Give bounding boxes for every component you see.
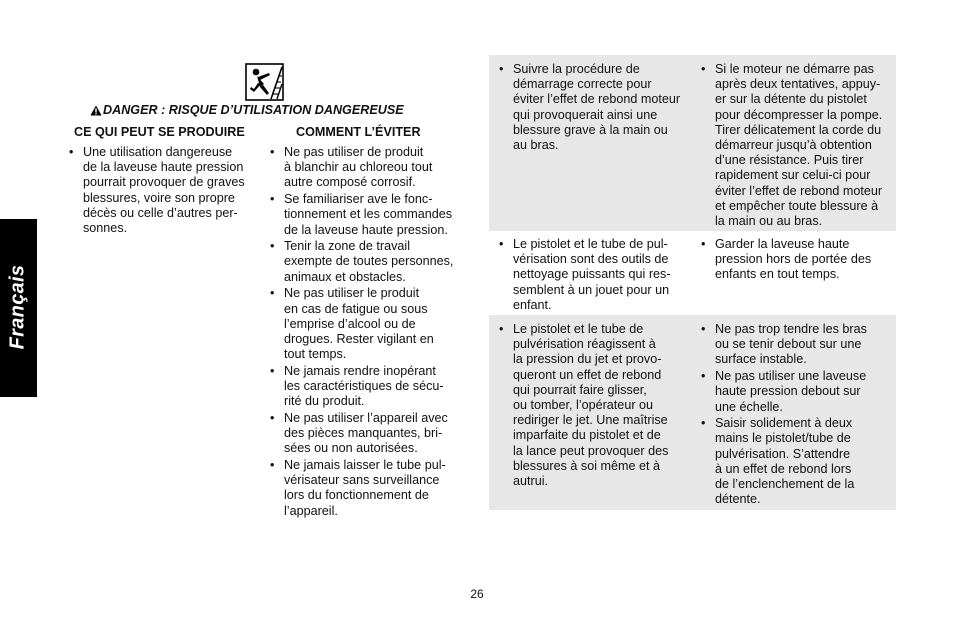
bullet-line: drogues. Rester vigilant en xyxy=(284,331,434,346)
bullet-line: • Ne pas utiliser une laveuse xyxy=(715,369,867,384)
bullet-line: pourrait provoquer de graves xyxy=(83,175,245,190)
bullet-line: pulvérisation réagissent à xyxy=(513,337,656,352)
bullet-line: • Se familiariser ave le fonc- xyxy=(284,192,433,207)
hazard-consequences-column xyxy=(69,145,259,238)
bullet-line: en cas de fatigue ou sous xyxy=(284,301,428,316)
bullet-item xyxy=(701,62,893,229)
table-row xyxy=(489,230,896,316)
table-row xyxy=(489,315,896,510)
column-header-what-can-happen: CE QUI PEUT SE PRODUIRE xyxy=(74,125,245,139)
bullet-item xyxy=(701,416,893,507)
bullet-line: de la laveuse haute pression. xyxy=(284,222,448,237)
page-number: 26 xyxy=(470,587,484,601)
bullet-line: surface instable. xyxy=(715,352,807,367)
bullet-line: autre composé corrosif. xyxy=(284,175,416,190)
bullet-line: à blanchir au chloreou tout xyxy=(284,160,433,175)
hazard-cell xyxy=(499,322,694,491)
bullet-line: au bras. xyxy=(513,138,559,153)
bullet-line: blessures, voire son propre xyxy=(83,190,235,205)
bullet-line: tout temps. xyxy=(284,347,347,362)
bullet-line: détente. xyxy=(715,492,761,507)
bullet-item xyxy=(499,322,694,489)
bullet-line: de la laveuse haute pression xyxy=(83,160,244,175)
bullet-line: pression hors de portée des xyxy=(715,252,872,267)
bullet-line: rapidement sur celui-ci pour xyxy=(715,168,871,183)
bullet-line: exempte de toutes personnes, xyxy=(284,254,454,269)
warning-triangle-icon xyxy=(90,105,102,119)
bullet-line: l’appareil. xyxy=(284,503,338,518)
bullet-line: • Ne pas trop tendre les bras xyxy=(715,322,867,336)
bullet-item xyxy=(270,411,475,457)
bullet-line: pour décompresser la pompe. xyxy=(715,107,883,122)
bullet-item xyxy=(701,369,893,415)
hazard-cell xyxy=(499,62,694,155)
bullet-line: des pièces manquantes, bri- xyxy=(284,426,443,441)
bullet-line: • Ne jamais rendre inopérant xyxy=(284,363,436,378)
bullet-line: blessure grave à la main ou xyxy=(513,122,668,137)
bullet-item xyxy=(499,237,694,313)
bullet-item xyxy=(270,145,475,191)
bullet-line: queront un effet de rebond xyxy=(513,367,662,382)
bullet-line: et empêcher toute blessure à xyxy=(715,198,879,213)
prevention-cell xyxy=(701,62,893,231)
bullet-line: • Ne pas utiliser de produit xyxy=(284,145,424,159)
bullet-line: l’emprise d’alcool ou de xyxy=(284,316,416,331)
bullet-line: la lance peut provoquer des xyxy=(513,443,669,458)
bullet-line: • Ne jamais laisser le tube pul- xyxy=(284,458,446,473)
bullet-line: vérisateur sans surveillance xyxy=(284,473,440,488)
bullet-line: • Le pistolet et le tube de xyxy=(513,322,644,336)
bullet-line: blessures à soi même et à xyxy=(513,458,660,473)
bullet-line: haute pression debout sur xyxy=(715,384,861,399)
danger-heading xyxy=(90,103,404,119)
bullet-line: semblent à un jouet pour un xyxy=(513,282,670,297)
language-tab xyxy=(0,219,37,397)
bullet-item xyxy=(270,192,475,238)
bullet-line: qui pourrait faire glisser, xyxy=(513,382,647,397)
bullet-line: • Le pistolet et le tube de pul- xyxy=(513,237,668,251)
bullet-line: la main ou au bras. xyxy=(715,214,823,229)
bullet-line: imparfaite du pistolet et de xyxy=(513,428,661,443)
bullet-line: démarrage correcte pour xyxy=(513,77,652,92)
bullet-line: éviter l’effet de rebond moteur xyxy=(513,92,681,107)
bullet-line: rediriger le jet. Une maîtrise xyxy=(513,413,668,428)
bullet-item xyxy=(270,458,475,519)
bullet-line: vérisation sont des outils de xyxy=(513,252,669,267)
bullet-line: qui provoquerait ainsi une xyxy=(513,107,658,122)
bullet-line: • Suivre la procédure de xyxy=(513,62,640,76)
bullet-line: tionnement et les commandes xyxy=(284,207,453,222)
prevention-cell xyxy=(701,322,893,509)
bullet-line: • Saisir solidement à deux xyxy=(715,416,853,431)
bullet-item xyxy=(270,364,475,410)
bullet-item xyxy=(701,322,893,368)
bullet-line: d’une résistance. Puis tirer xyxy=(715,153,864,168)
bullet-item xyxy=(69,145,259,236)
bullet-item xyxy=(270,286,475,362)
bullet-line: lors du fonctionnement de xyxy=(284,488,429,503)
language-tab-label: Français xyxy=(6,264,29,350)
bullet-line: Tirer délicatement la corde du xyxy=(715,122,882,137)
bullet-line: une échelle. xyxy=(715,399,783,414)
hazard-cell xyxy=(499,237,694,315)
bullet-line: éviter l’effet de rebond moteur xyxy=(715,183,883,198)
bullet-line: la pression du jet et provo- xyxy=(513,352,662,367)
bullet-line: à un effet de rebond lors xyxy=(715,461,852,476)
bullet-line: après deux tentatives, appuy- xyxy=(715,77,881,92)
bullet-line: ou se tenir debout sur une xyxy=(715,337,862,352)
bullet-item xyxy=(270,239,475,285)
bullet-line: • Une utilisation dangereuse xyxy=(83,145,233,159)
bullet-line: décès ou celle d’autres per- xyxy=(83,205,238,220)
slip-hazard-icon xyxy=(245,63,284,101)
bullet-line: mains le pistolet/tube de xyxy=(715,431,851,446)
bullet-line: ou tomber, l’opérateur ou xyxy=(513,398,654,413)
bullet-line: • Ne pas utiliser le produit xyxy=(284,286,420,301)
prevention-column xyxy=(270,145,475,520)
bullet-line: de l’enclenchement de la xyxy=(715,477,855,492)
bullet-line: rité du produit. xyxy=(284,394,365,409)
bullet-line: sonnes. xyxy=(83,221,128,236)
bullet-line: démarreur jusqu’à obtention xyxy=(715,138,872,153)
column-header-how-to-prevent: COMMENT L’ÉVITER xyxy=(296,125,421,139)
bullet-line: sées ou non autorisées. xyxy=(284,441,418,456)
bullet-line: animaux et obstacles. xyxy=(284,269,406,284)
bullet-item xyxy=(701,237,893,283)
bullet-line: pulvérisation. S’attendre xyxy=(715,446,851,461)
bullet-line: enfants en tout temps. xyxy=(715,267,840,282)
bullet-line: • Ne pas utiliser l’appareil avec xyxy=(284,410,448,425)
bullet-line: • Tenir la zone de travail xyxy=(284,239,411,254)
bullet-line: er sur la détente du pistolet xyxy=(715,92,867,107)
bullet-line: enfant. xyxy=(513,297,552,312)
bullet-line: autrui. xyxy=(513,474,549,489)
table-row xyxy=(489,55,896,231)
bullet-line: • Si le moteur ne démarre pas xyxy=(715,62,874,76)
danger-heading-text: DANGER : RISQUE D’UTILISATION DANGEREUSE xyxy=(103,103,404,117)
bullet-line: • Garder la laveuse haute xyxy=(715,237,850,251)
bullet-line: nettoyage puissants qui res- xyxy=(513,267,671,282)
bullet-line: les caractéristiques de sécu- xyxy=(284,379,444,394)
bullet-item xyxy=(499,62,694,153)
prevention-cell xyxy=(701,237,893,284)
